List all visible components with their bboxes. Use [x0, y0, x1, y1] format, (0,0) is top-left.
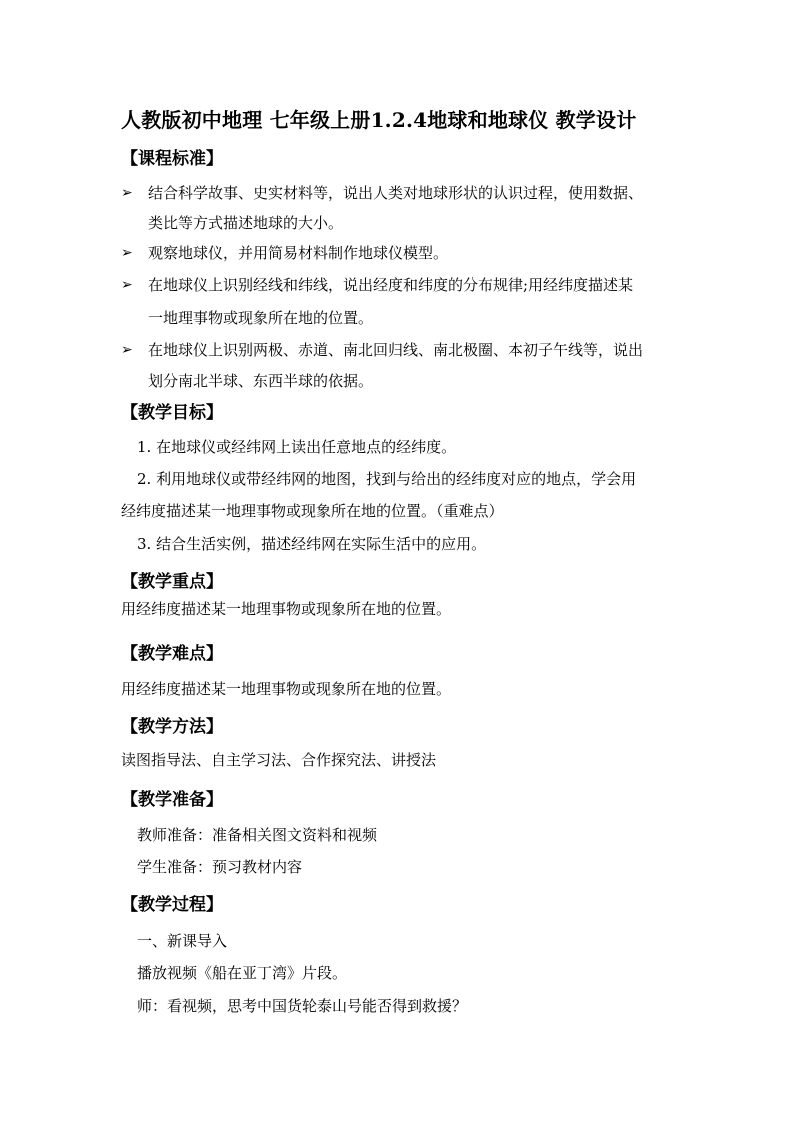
section-heading-objectives: 【教学目标】 [121, 403, 223, 423]
objective-item-2-line2: 经纬度描述某一地理事物或现象所在地的位置。（重难点） [121, 502, 504, 520]
standard-item-1-line2: 类比等方式描述地球的大小。 [148, 214, 344, 232]
objective-item-1: 1. 在地球仪或经纬网上读出任意地点的经纬度。 [137, 438, 457, 456]
process-line-1: 一、新课导入 [137, 932, 228, 950]
key-points-text: 用经纬度描述某一地理事物或现象所在地的位置。 [121, 600, 452, 618]
objective-item-2-line1: 2. 利用地球仪或带经纬网的地图，找到与给出的经纬度对应的地点，学会用 [137, 470, 637, 488]
section-heading-key-points: 【教学重点】 [121, 572, 223, 592]
section-heading-standards: 【课程标准】 [121, 149, 223, 169]
bullet-icon: ➢ [121, 185, 133, 201]
standard-item-4-line2: 划分南北半球、东西半球的依据。 [148, 372, 374, 390]
standard-item-3-line2: 一地理事物或现象所在地的位置。 [148, 309, 374, 327]
section-heading-preparation: 【教学准备】 [121, 790, 223, 810]
objective-item-3: 3. 结合生活实例，描述经纬网在实际生活中的应用。 [137, 535, 487, 553]
section-heading-methods: 【教学方法】 [121, 717, 223, 737]
methods-text: 读图指导法、自主学习法、合作探究法、讲授法 [121, 751, 437, 769]
standard-item-4-line1: 在地球仪上识别两极、赤道、南北回归线、南北极圈、本初子午线等，说出 [148, 341, 644, 359]
standard-item-1-line1: 结合科学故事、史实材料等，说出人类对地球形状的认识过程，使用数据、 [148, 184, 644, 202]
process-line-3: 师：看视频，思考中国货轮泰山号能否得到救援？ [137, 997, 468, 1015]
bullet-icon: ➢ [121, 277, 133, 293]
bullet-icon: ➢ [121, 342, 133, 358]
document-title: 人教版初中地理 七年级上册1.2.4地球和地球仪 教学设计 [121, 108, 637, 132]
standard-item-2-line1: 观察地球仪，并用简易材料制作地球仪模型。 [148, 244, 449, 262]
section-heading-difficulties: 【教学难点】 [121, 644, 223, 664]
standard-item-3-line1: 在地球仪上识别经线和纬线，说出经度和纬度的分布规律;用经纬度描述某 [148, 276, 634, 294]
difficulties-text: 用经纬度描述某一地理事物或现象所在地的位置。 [121, 680, 452, 698]
student-preparation: 学生准备：预习教材内容 [137, 858, 303, 876]
process-line-2: 播放视频《船在亚丁湾》片段。 [137, 964, 348, 982]
section-heading-process: 【教学过程】 [121, 895, 223, 915]
bullet-icon: ➢ [121, 245, 133, 261]
teacher-preparation: 教师准备：准备相关图文资料和视频 [137, 826, 378, 844]
